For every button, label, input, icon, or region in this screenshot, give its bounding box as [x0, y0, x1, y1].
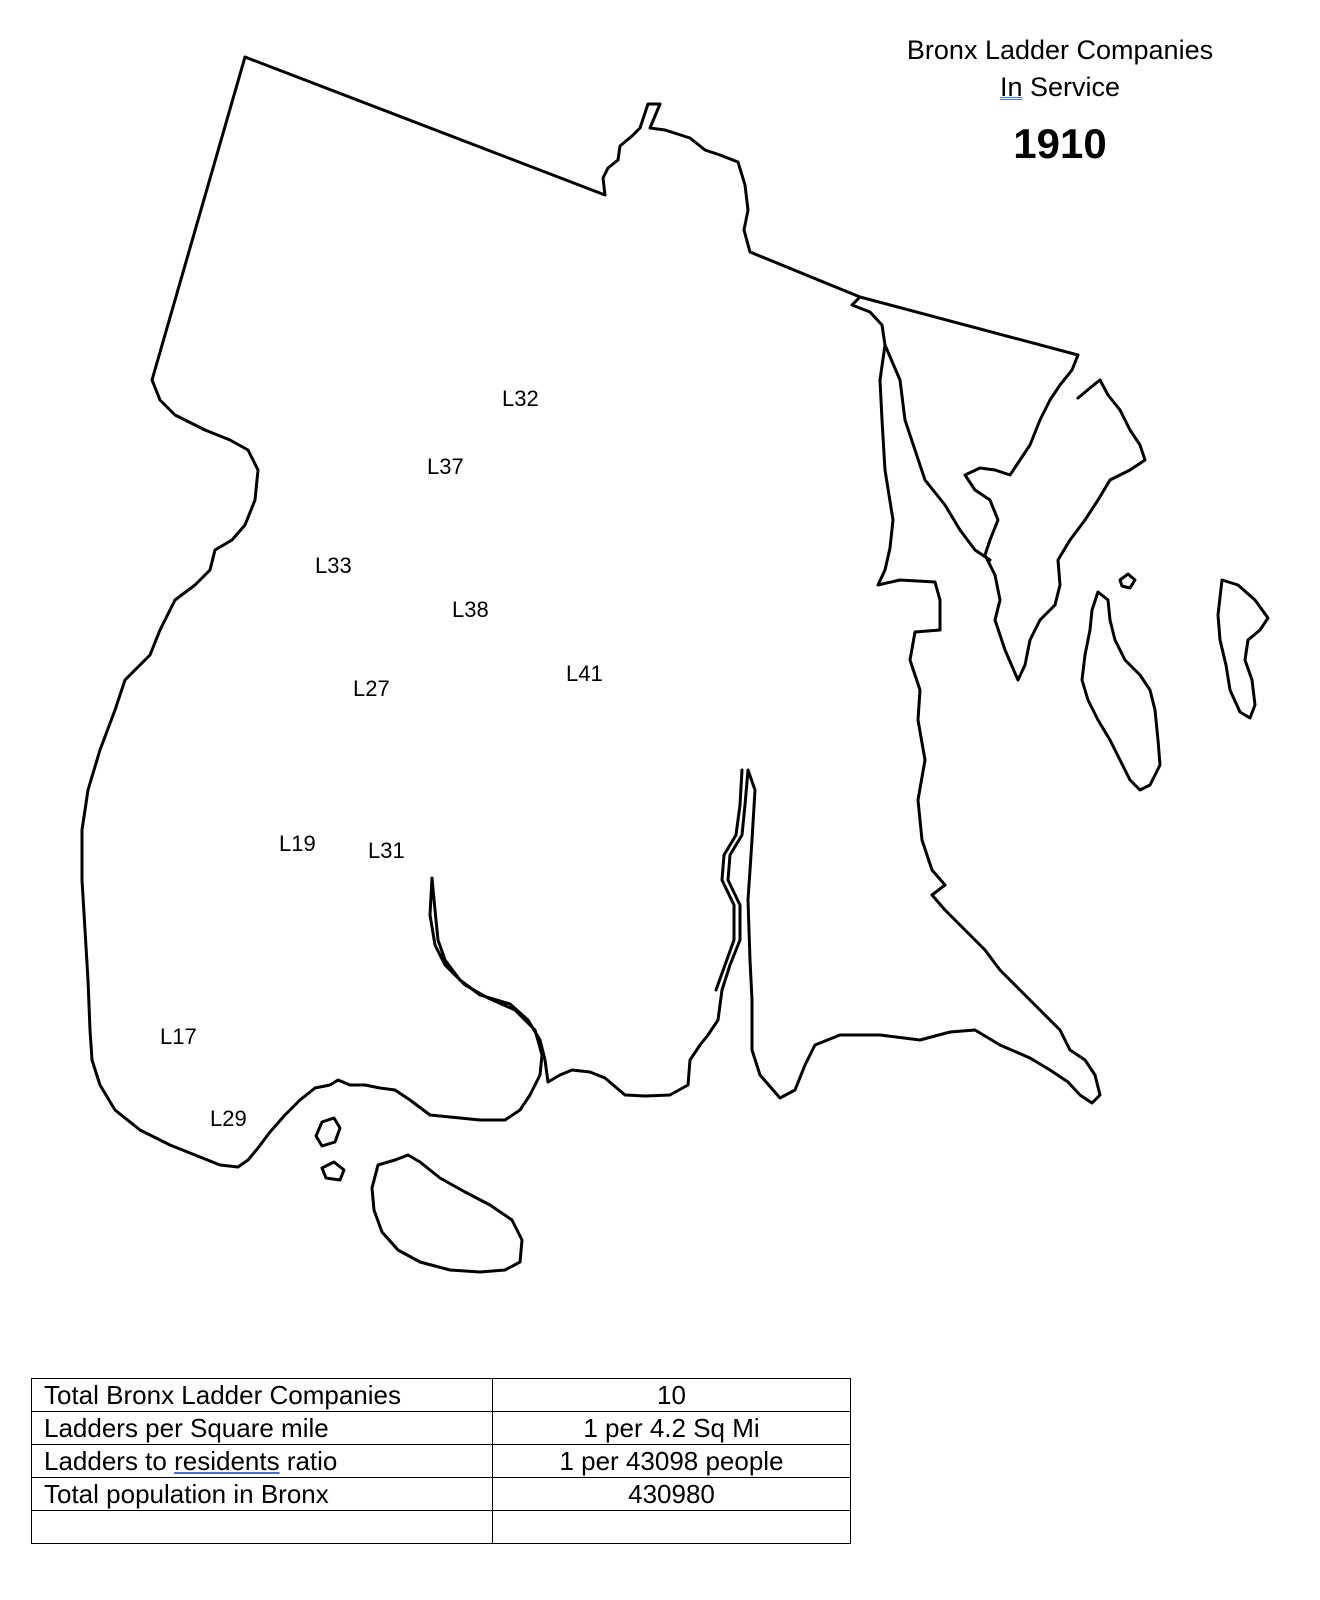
map-title [880, 32, 1240, 168]
stat-key-suffix: ratio [279, 1446, 338, 1476]
title-line-2-prefix: In [999, 72, 1023, 102]
brother-island-south [322, 1162, 344, 1180]
table-row [32, 1379, 851, 1412]
stat-value: 10 [493, 1379, 851, 1412]
rikers-island [372, 1155, 522, 1272]
stat-key: Total population in Bronx [32, 1478, 493, 1511]
map-year: 1910 [1013, 120, 1107, 167]
company-label-l19: L19 [279, 831, 316, 856]
hart-island [1218, 580, 1268, 718]
company-label-l41: L41 [566, 661, 603, 686]
stat-value [493, 1511, 851, 1544]
table-row [32, 1445, 851, 1478]
company-label-l31: L31 [368, 838, 405, 863]
company-label-l17: L17 [160, 1024, 197, 1049]
company-label-l38: L38 [452, 597, 489, 622]
title-line-2-rest: Service [1022, 72, 1121, 102]
stat-key: Ladders per Square mile [32, 1412, 493, 1445]
stat-value: 1 per 43098 people [493, 1445, 851, 1478]
brother-island-north [316, 1118, 340, 1146]
stat-key [32, 1445, 493, 1478]
stat-value: 430980 [493, 1478, 851, 1511]
table-row [32, 1478, 851, 1511]
company-label-l37: L37 [427, 454, 464, 479]
city-island [1082, 592, 1160, 790]
company-label-l29: L29 [210, 1106, 247, 1131]
table-row [32, 1511, 851, 1544]
table-row [32, 1412, 851, 1445]
eastchester-bay-shore [860, 297, 1145, 680]
borough-outline [82, 57, 1100, 1167]
company-label-l32: L32 [502, 386, 539, 411]
twin-islet [1120, 574, 1135, 588]
title-line-2 [880, 69, 1240, 106]
stat-key-prefix: Ladders to [44, 1446, 175, 1476]
stat-key-underlined: residents [174, 1446, 280, 1476]
company-label-l27: L27 [353, 676, 390, 701]
title-line-1: Bronx Ladder Companies [906, 35, 1214, 65]
company-label-l33: L33 [315, 553, 352, 578]
stats-table [31, 1378, 851, 1544]
stat-key: Total Bronx Ladder Companies [32, 1379, 493, 1412]
stat-value: 1 per 4.2 Sq Mi [493, 1412, 851, 1445]
stat-key [32, 1511, 493, 1544]
hutchinson-inlet [885, 345, 990, 560]
